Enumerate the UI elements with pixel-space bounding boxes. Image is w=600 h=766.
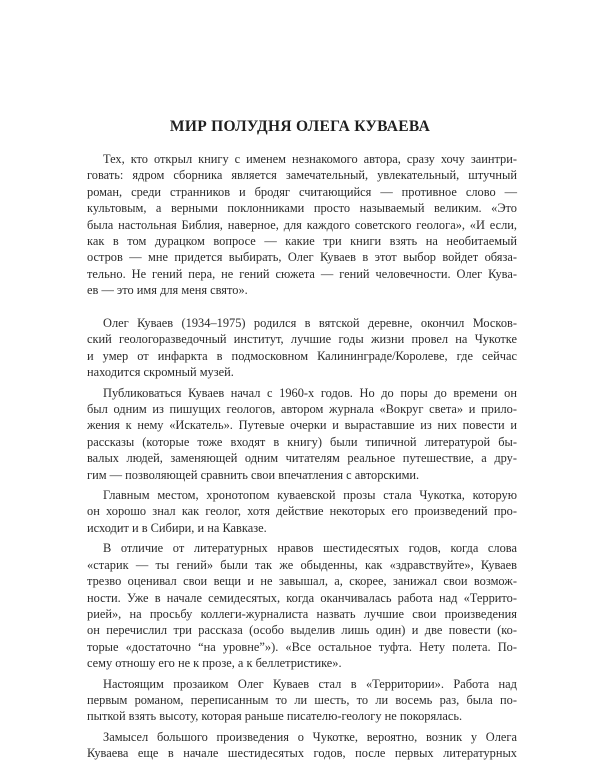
text-line: был одним из пишущих геологов, автором журнала «Вокруг света» и прило- xyxy=(87,402,517,417)
text-line: гим — позволяющей сравнить свои впечатления с авторскими. xyxy=(87,467,420,482)
text-line: Тех, кто открыл книгу с именем незнакомого автора, сразу хочу заинтри- xyxy=(103,152,517,166)
text-line: говать: ядром сборника является замечательный, увлекательный, штучный xyxy=(87,168,517,183)
text-line: валых людей, заменяющей одним читателям реальное путешествие, а дру- xyxy=(87,451,517,466)
text-line: Замысел большого произведения о Чукотке, вероятно, возник у Олега xyxy=(103,729,517,744)
text-line: ский геологоразведочный институт, лучшие годы жизни провел на Чукотке xyxy=(87,332,517,347)
text-line: культовым, а верными поклонниками просто называемый великим. «Это xyxy=(87,201,517,216)
paragraph xyxy=(87,487,517,536)
text-line: сему отношу его не к прозе, а к беллетристике». xyxy=(87,656,342,671)
text-line: первым романом, переписанным то ли шесть, то ли восемь раз, была по- xyxy=(87,692,517,707)
text-line: В отличие от литературных нравов шестидесятых годов, когда слова xyxy=(103,541,517,556)
text-line: торые «достаточно “на уровне”»). «Все остальное туфта. Нету полета. По- xyxy=(87,639,517,654)
text-line: жения к нему «Искатель». Путевые очерки и выраставшие из них повести и xyxy=(87,418,517,433)
text-line: находится скромный музей. xyxy=(87,365,234,380)
text-line: рассказы (которые тоже входят в книгу) были типичной литературой бы- xyxy=(87,434,517,449)
text-line: рией», на просьбу коллеги-журналиста назвать лучшие свои произведения xyxy=(87,606,517,621)
text-line: ности. Уже в начале семидесятых, когда оканчивалась работа над «Террито- xyxy=(87,590,517,605)
text-line: Олег Куваев (1934–1975) родился в вятской деревне, окончил Москов- xyxy=(103,316,517,330)
text-line: пыткой взять высоту, которая раньше писателю-геологу не покорялась. xyxy=(87,709,463,724)
text-line: и умер от инфаркта в подмосковном Калининграде/Королеве, где сейчас xyxy=(87,348,517,363)
text-line: была настольная Библия, наверное, для каждого советского геолога», «И если, xyxy=(87,217,517,232)
text-line: «старик — ты гений» были так же обыденны, как «здравствуйте», Куваев xyxy=(87,557,517,572)
text-line: он перечислил три рассказа (особо выделив лишь один) и две повести (ко- xyxy=(87,623,517,638)
text-line: тельно. Не гений пера, не гений сюжета — гений человечности. Олег Кува- xyxy=(87,266,517,281)
paragraph xyxy=(87,729,517,762)
text-line: трезво оценивал свои вещи и не завышал, а, скорее, занижал свои возмож- xyxy=(87,574,517,589)
intro-paragraph xyxy=(87,151,517,299)
text-line: остров — мне придется выбирать, Олег Куваев в этот выбор войдет обяза- xyxy=(87,250,517,265)
text-line: Главным местом, хронотопом куваевской прозы стала Чукотка, которую xyxy=(103,488,517,503)
paragraph xyxy=(87,385,517,483)
text-line: Настоящим прозаиком Олег Куваев стал в «Территории». Работа над xyxy=(103,676,517,691)
paragraph xyxy=(87,676,517,725)
paragraph xyxy=(87,540,517,671)
text-line: как в том дурацком вопросе — какие три книги взять на необитаемый xyxy=(87,234,517,249)
text-line: Куваева еще в начале шестидесятых годов, после первых литературных xyxy=(87,746,517,761)
body-text xyxy=(87,315,517,766)
text-line: роман, среди странников и бродяг считающийся — противное слово — xyxy=(87,184,517,199)
text-line: он хорошо знал как геолог, хотя действие некоторых его произведений про- xyxy=(87,504,517,519)
chapter-title: МИР ПОЛУДНЯ ОЛЕГА КУВАЕВА xyxy=(169,118,431,135)
text-line: исходит и в Сибири, и на Кавказе. xyxy=(87,520,267,535)
text-line: ев — это имя для меня свято». xyxy=(87,283,248,298)
text-line: Публиковаться Куваев начал с 1960-х годов. Но до поры до времени он xyxy=(103,385,517,400)
paragraph xyxy=(87,315,517,381)
